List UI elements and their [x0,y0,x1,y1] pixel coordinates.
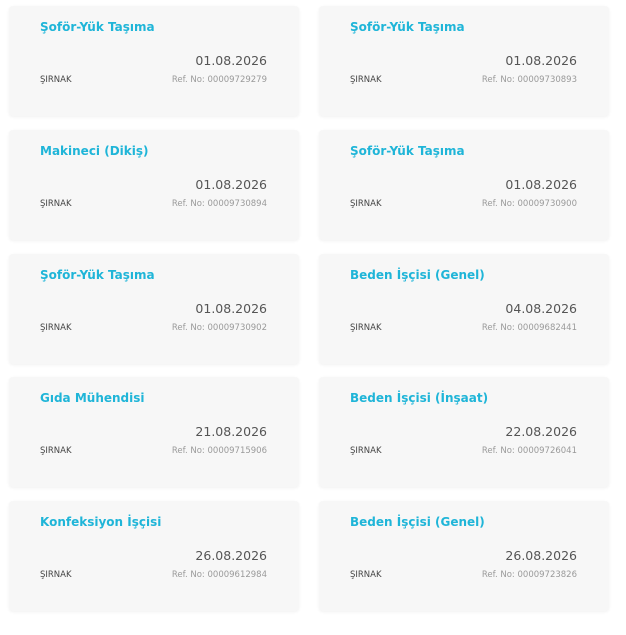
job-card[interactable] [9,377,299,487]
job-ref-number: Ref. No: 00009682441 [481,323,577,333]
job-ref-number: Ref. No: 00009723826 [481,570,577,580]
job-title[interactable]: Beden İşçisi (İnşaat) [350,391,489,405]
job-city: ŞIRNAK [350,570,382,580]
job-date: 01.08.2026 [505,53,577,68]
job-card[interactable] [319,130,609,240]
job-city: ŞIRNAK [350,446,382,456]
job-city: ŞIRNAK [350,75,382,85]
job-city: ŞIRNAK [350,323,382,333]
job-ref-number: Ref. No: 00009715906 [171,446,267,456]
job-title[interactable]: Konfeksiyon İşçisi [40,515,162,529]
job-ref-number: Ref. No: 00009726041 [481,446,577,456]
job-ref-number: Ref. No: 00009730902 [171,323,267,333]
job-date: 01.08.2026 [505,177,577,192]
job-date: 26.08.2026 [505,548,577,563]
job-ref-number: Ref. No: 00009730894 [171,199,267,209]
job-date: 01.08.2026 [195,53,267,68]
job-date: 21.08.2026 [195,424,267,439]
job-title[interactable]: Şoför-Yük Taşıma [350,144,465,158]
job-city: ŞIRNAK [40,323,72,333]
job-card[interactable] [319,377,609,487]
job-title[interactable]: Şoför-Yük Taşıma [40,20,155,34]
job-title[interactable]: Gıda Mühendisi [40,391,145,405]
job-date: 22.08.2026 [505,424,577,439]
job-city: ŞIRNAK [40,446,72,456]
job-city: ŞIRNAK [350,199,382,209]
job-date: 01.08.2026 [195,301,267,316]
job-card[interactable] [9,6,299,116]
job-city: ŞIRNAK [40,570,72,580]
job-date: 26.08.2026 [195,548,267,563]
job-ref-number: Ref. No: 00009612984 [171,570,267,580]
job-card[interactable] [319,254,609,364]
job-date: 04.08.2026 [505,301,577,316]
job-title[interactable]: Makineci (Dikiş) [40,144,149,158]
job-title[interactable]: Beden İşçisi (Genel) [350,515,485,529]
job-card[interactable] [9,130,299,240]
job-title[interactable]: Beden İşçisi (Genel) [350,268,485,282]
job-card[interactable] [319,501,609,611]
job-card[interactable] [9,501,299,611]
job-ref-number: Ref. No: 00009730893 [481,75,577,85]
job-date: 01.08.2026 [195,177,267,192]
job-title[interactable]: Şoför-Yük Taşıma [40,268,155,282]
job-title[interactable]: Şoför-Yük Taşıma [350,20,465,34]
job-card[interactable] [9,254,299,364]
job-ref-number: Ref. No: 00009730900 [481,199,577,209]
job-ref-number: Ref. No: 00009729279 [171,75,267,85]
job-card[interactable] [319,6,609,116]
job-city: ŞIRNAK [40,199,72,209]
job-city: ŞIRNAK [40,75,72,85]
